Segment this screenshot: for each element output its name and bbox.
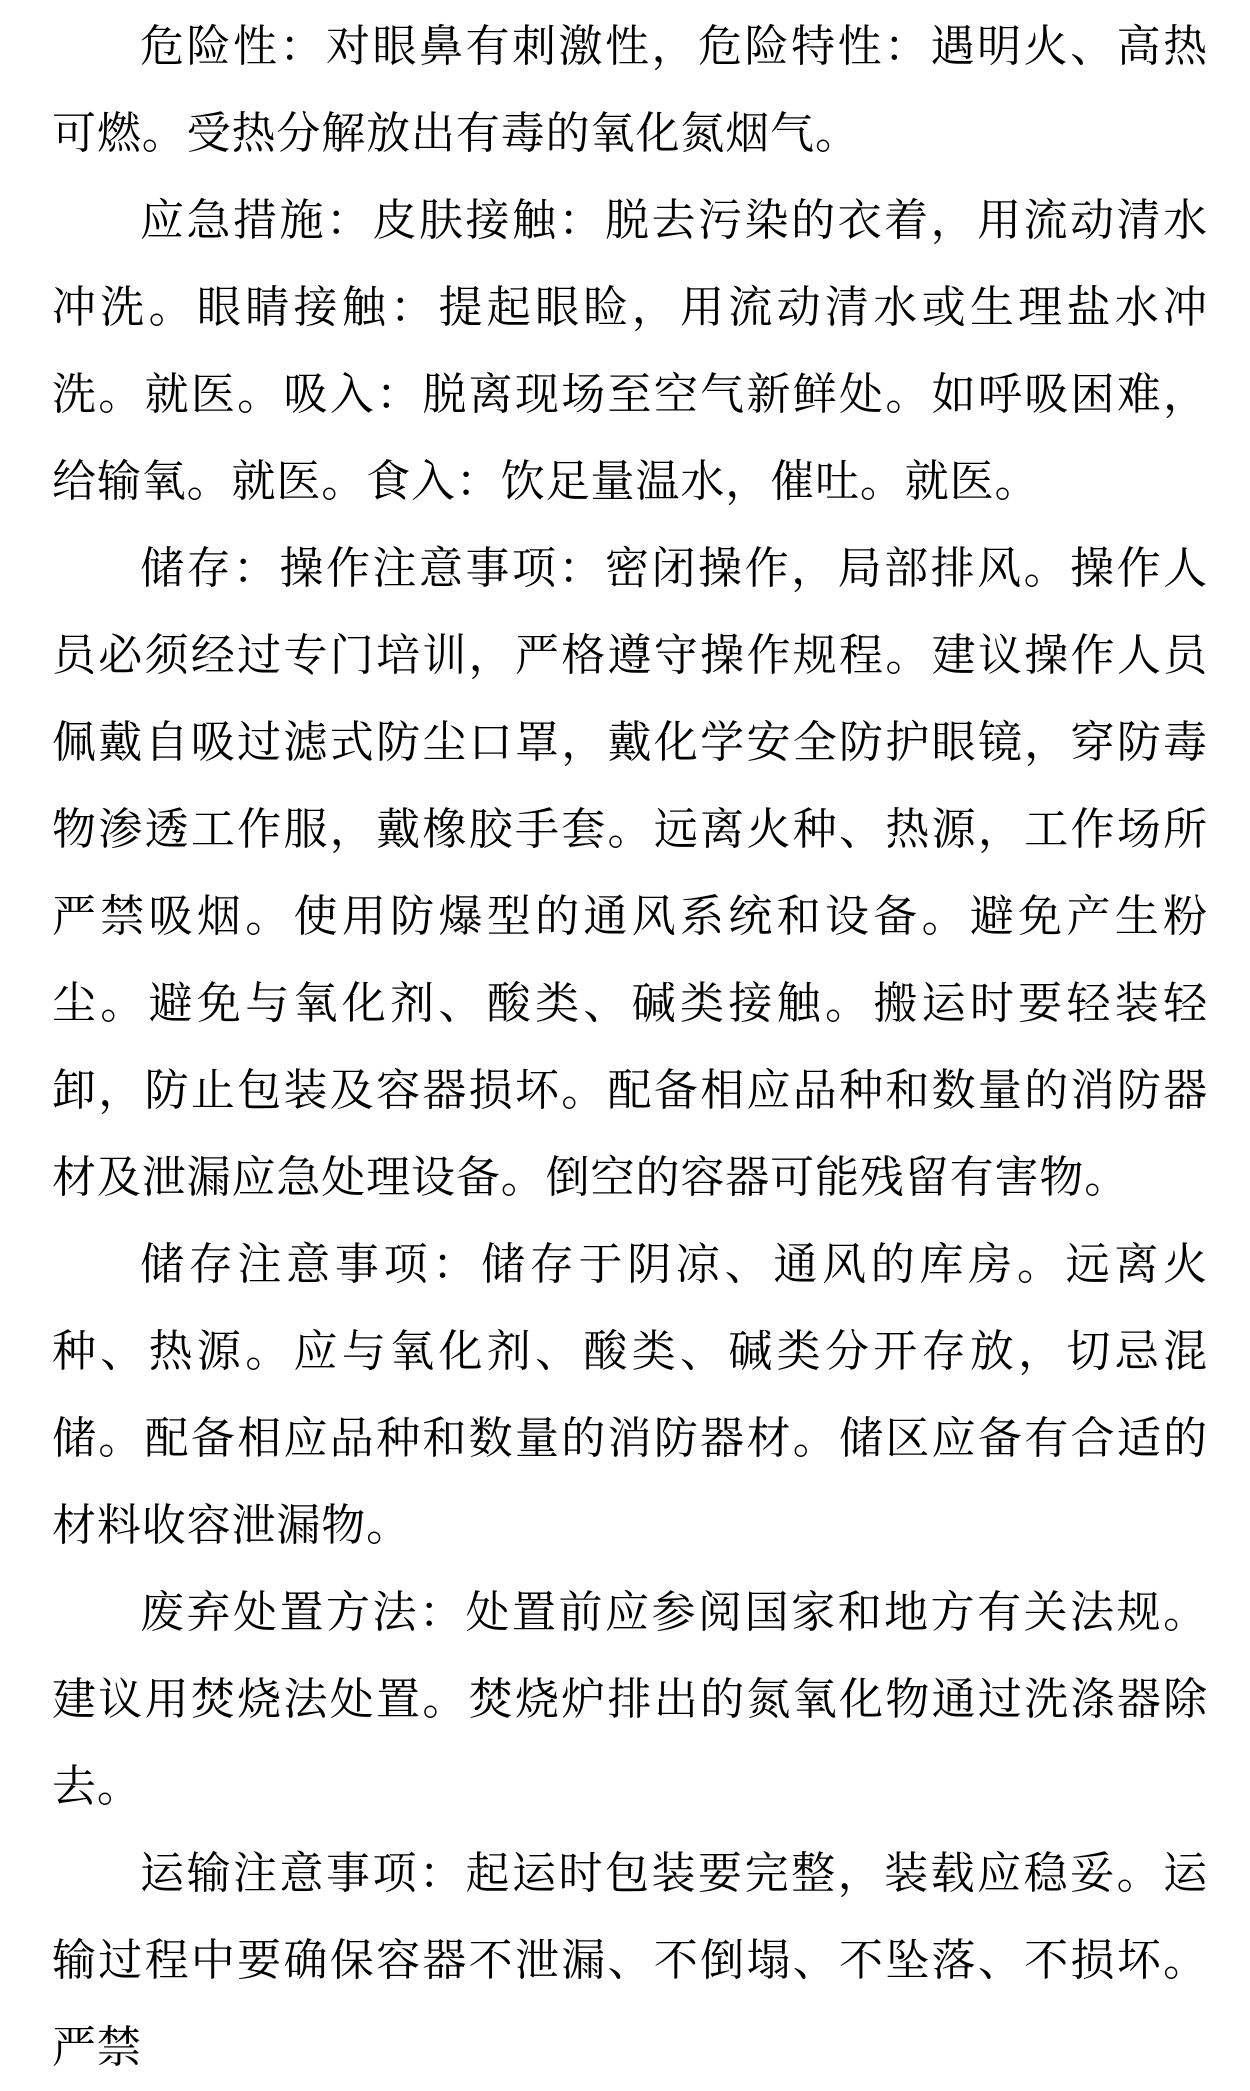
paragraph-storage-handling: 储存：操作注意事项：密闭操作，局部排风。操作人员必须经过专门培训，严格遵守操作规程。建议操作人员佩戴自吸过滤式防尘口罩，戴化学安全防护眼镜，穿防毒物渗透工作服，戴橡胶手套。远离火种、热源，工作场所严禁吸烟。使用防爆型的通风系统和设备。避免产生粉尘。避免与氧化剂、酸类、碱类接触。搬运时要轻装轻卸，防止包装及容器损坏。配备相应品种和数量的消防器材及泄漏应急处理设备。倒空的容器可能残留有害物。 — [52, 543, 1208, 1203]
paragraph-storage-precautions: 储存注意事项：储存于阴凉、通风的库房。远离火种、热源。应与氧化剂、酸类、碱类分开存放，切忌混储。配备相应品种和数量的消防器材。储区应备有合适的材料收容泄漏物。 — [52, 1239, 1208, 1551]
paragraph-transport-precautions: 运输注意事项：起运时包装要完整，装载应稳妥。运输过程中要确保容器不泄漏、不倒塌、不坠落、不损坏。严禁 — [52, 1848, 1208, 2073]
paragraph-hazard: 危险性：对眼鼻有刺激性，危险特性：遇明火、高热可燃。受热分解放出有毒的氧化氮烟气。 — [52, 21, 1208, 159]
paragraph-disposal-method: 废弃处置方法：处置前应参阅国家和地方有关法规。建议用焚烧法处置。焚烧炉排出的氮氧化物通过洗涤器除去。 — [52, 1587, 1208, 1812]
paragraph-emergency-measures: 应急措施：皮肤接触：脱去污染的衣着，用流动清水冲洗。眼睛接触：提起眼睑，用流动清水或生理盐水冲洗。就医。吸入：脱离现场至空气新鲜处。如呼吸困难，给输氧。就医。食入：饮足量温水，催吐。就医。 — [52, 195, 1208, 507]
